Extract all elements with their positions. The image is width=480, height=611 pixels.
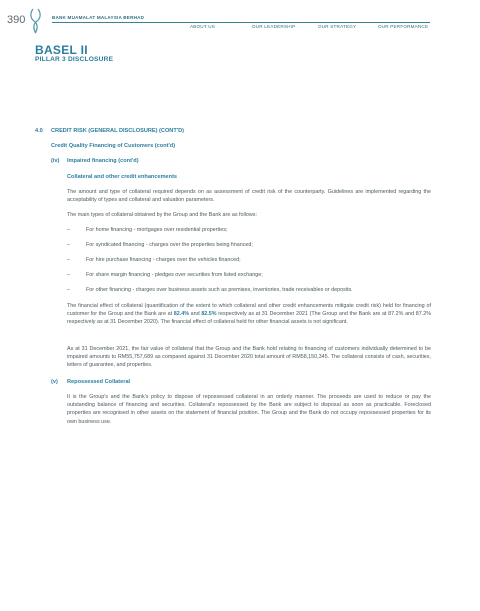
item-iv-number: (iv) (51, 158, 60, 164)
nav-our-strategy[interactable]: OUR STRATEGY (318, 24, 357, 29)
paragraph-collateral-types-intro: The main types of collateral obtained by the Group and the Bank are as follows: (67, 212, 257, 218)
bullet-share-margin-financing: For share margin financing - pledges over securities from listed exchange; (86, 272, 263, 278)
bullet-dash: – (67, 257, 70, 263)
group-collateral-percent: 82.4% (173, 311, 190, 318)
bullet-dash: – (67, 242, 70, 248)
paragraph-fair-value: As at 31 December 2021, the fair value of collateral that the Group and the Bank hold relating to financing of customers individually determined to be impaired amounts to RM55,757,689 as compared against 31 December 2020 total amount of RM58,150,345. The collateral consists of cash, securities, letters of guarantee, and properties. (67, 346, 431, 369)
item-v-label: Repossessed Collateral (67, 379, 131, 385)
bullet-dash: – (67, 272, 70, 278)
page-number: 390 (7, 14, 26, 26)
bullet-home-financing: For home financing - mortgages over residential properties; (86, 227, 228, 233)
bullet-dash: – (67, 287, 70, 293)
nav-our-leadership[interactable]: OUR LEADERSHIP (252, 24, 296, 29)
paragraph-financial-effect (67, 302, 431, 327)
page-title: BASEL II (35, 43, 88, 57)
nav-our-performance[interactable]: OUR PERFORMANCE (378, 24, 429, 29)
section-heading: CREDIT RISK (GENERAL DISCLOSURE) (CONT'D) (51, 128, 184, 134)
bank-name: BANK MUAMALAT MALAYSIA BERHAD (52, 15, 145, 20)
paragraph-collateral-requirement: The amount and type of collateral required depends on as assessment of credit risk of the counterparty. Guidelines are implemented regarding the acceptability of types and collateral and valuation parameters. (67, 189, 431, 204)
bullet-other-financing: For other financing - charges over business assets such as premises, inventories, trade receivables or deposits. (86, 287, 353, 293)
bank-collateral-percent: 82.5% (201, 311, 217, 318)
financial-effect-text-a: The financial effect of collateral (quantification of the extent to which collateral and other credit enhancements mitigate credit risk) held for financing of customer for the Group and the Bank are at (67, 303, 431, 318)
page-subtitle: PILLAR 3 DISCLOSURE (35, 56, 114, 63)
item-v-number: (v) (51, 379, 58, 385)
bank-logo-icon (30, 8, 42, 34)
bullet-syndicated-financing: For syndicated financing - charges over the properties being financed; (86, 242, 253, 248)
financial-effect-text-and: and (189, 311, 202, 318)
section-number: 4.0 (35, 128, 43, 134)
paragraph-repossessed-collateral: It is the Group's and the Bank's policy to dispose of repossessed collateral in an orderly manner. The proceeds are used to reduce or pay the outstanding balance of financing and securities. Collateral's repossessed by the Bank are subject to disposal as soon as practicable. Foreclosed properties are recognised in other assets on the statement of financial position. The Group and the Bank do not occupy repossessed properties for its own business use. (67, 394, 431, 425)
collateral-heading: Collateral and other credit enhancements (67, 174, 178, 180)
nav-about-us[interactable]: ABOUT US (190, 24, 215, 29)
bullet-dash: – (67, 227, 70, 233)
bullet-hire-purchase-financing: For hire purchase financing - charges over the vehicles financed; (86, 257, 241, 263)
item-iv-label: Impaired financing (cont'd) (67, 158, 139, 164)
section-subheading: Credit Quality Financing of Customers (cont'd) (51, 143, 176, 149)
header-rule (52, 22, 430, 23)
financial-effect-text-b: respectively as at 31 December 2021 (The Group and the Bank are at 87.2% and 87.2% respectively as at 31 December 2020). The financial effect of collateral held for other financial assets is not significant. (67, 311, 431, 326)
